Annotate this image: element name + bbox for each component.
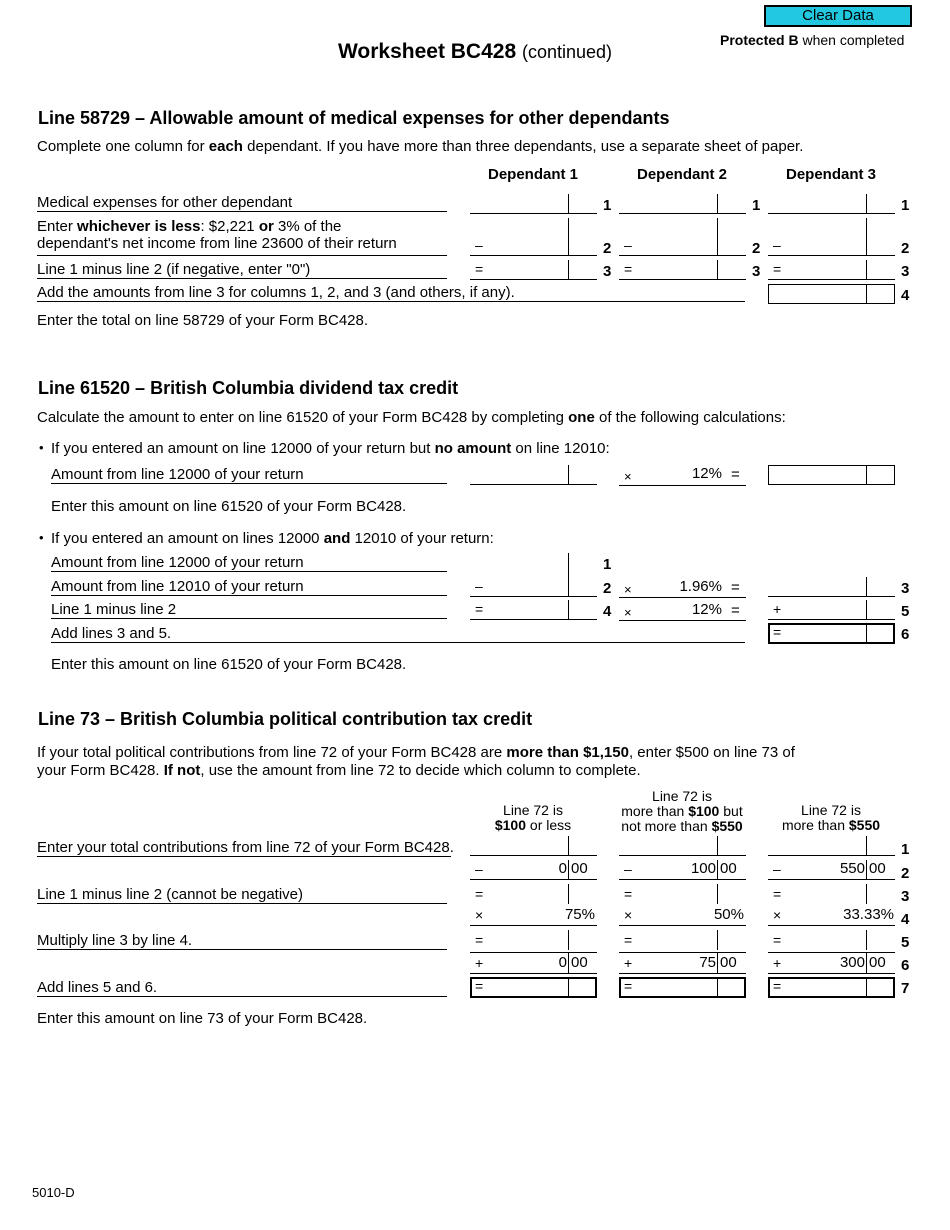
minus-sign: –: [773, 237, 781, 253]
equals-sign: =: [773, 624, 782, 640]
rate-rule: [619, 597, 746, 598]
line-number: 3: [901, 263, 910, 280]
line-number: 2: [901, 240, 910, 257]
line-number: 4: [901, 287, 910, 304]
case-b-bold: and: [323, 530, 351, 547]
case-b-text: If you entered an amount on lines 12000: [51, 530, 324, 547]
col3-amount: $550: [848, 817, 881, 833]
col1-text: or less: [526, 817, 572, 833]
col2-text: but: [719, 803, 743, 819]
rate-50: 50%: [713, 906, 744, 923]
rate-rule: [619, 485, 746, 486]
col1-line5-output[interactable]: [470, 930, 597, 950]
rate-12: 12%: [691, 601, 722, 618]
equals-sign: =: [624, 886, 633, 902]
bullet: •: [39, 440, 44, 455]
minus-sign: –: [475, 861, 483, 877]
col-100-to-550: [612, 789, 752, 834]
col3-line6-value: [768, 952, 895, 974]
equals-sign: =: [475, 601, 484, 617]
dollars: 0: [558, 860, 567, 877]
case-b-line2-input[interactable]: [470, 573, 597, 597]
title-main: Worksheet BC428: [337, 40, 517, 63]
line-number: 3: [901, 888, 910, 905]
line-number: 3: [901, 580, 910, 597]
plus-sign: +: [773, 955, 782, 971]
line-number: 3: [752, 263, 761, 280]
col2-line1-input[interactable]: [619, 836, 746, 856]
section-73-intro: [37, 744, 795, 780]
dep1-line2-input[interactable]: [470, 218, 597, 256]
clear-data-button[interactable]: Clear Data: [764, 5, 912, 27]
plus-sign: +: [773, 601, 782, 617]
add-lines-label: Add lines 5 and 6.: [37, 979, 447, 997]
dollars: 300: [839, 954, 865, 971]
intro-text: your Form BC428.: [37, 762, 164, 779]
col1-line1: Line 72 is: [503, 802, 563, 818]
section-73-heading: Line 73 – British Columbia political contribution tax credit: [38, 709, 533, 729]
col1-line1-input[interactable]: [470, 836, 597, 856]
minus-sign: –: [624, 237, 632, 253]
dep3-line1-input[interactable]: [768, 194, 895, 214]
col1-line3-output[interactable]: [470, 884, 597, 904]
equals-sign: =: [475, 886, 484, 902]
dollars: 75: [699, 954, 716, 971]
case-b-line6-output[interactable]: [768, 623, 895, 644]
times-sign: ×: [773, 907, 782, 923]
line-number: 1: [603, 556, 612, 573]
row2-or: or: [258, 218, 274, 235]
total-contributions-label: Enter your total contributions from line 72 of your Form BC428.: [37, 839, 454, 856]
case-b-minus-label: Line 1 minus line 2: [51, 601, 447, 619]
minus-sign: –: [624, 861, 632, 877]
section-58729-footer: Enter the total on line 58729 of your Form BC428.: [37, 312, 369, 329]
intro-text: , use the amount from line 72 to decide which column to complete.: [200, 762, 641, 779]
dep1-line1-input[interactable]: [470, 194, 597, 214]
cents: 00: [571, 954, 588, 971]
case-b-line5-output[interactable]: [768, 600, 895, 620]
section-73-footer: Enter this amount on line 73 of your Form BC428.: [37, 1010, 368, 1027]
col3-line7-output[interactable]: [768, 977, 895, 998]
col1-line7-output[interactable]: [470, 977, 597, 998]
equals-sign: =: [731, 466, 740, 483]
col-more-than-550: [768, 803, 894, 833]
col2-text: more than: [621, 803, 689, 819]
col3-line5-output[interactable]: [768, 930, 895, 950]
times-sign: ×: [624, 907, 633, 923]
equals-sign: =: [773, 978, 782, 994]
cents: 00: [720, 954, 737, 971]
equals-sign: =: [731, 602, 740, 619]
col1-line2-value: [470, 860, 597, 880]
dep2-line2-input[interactable]: [619, 218, 746, 256]
col2-line5-output[interactable]: [619, 930, 746, 950]
intro-bold: more than $1,150: [506, 744, 629, 761]
equals-sign: =: [773, 261, 782, 277]
minus-sign: –: [475, 237, 483, 253]
page-title: [0, 40, 950, 64]
case-a-footer: Enter this amount on line 61520 of your Form BC428.: [51, 498, 407, 515]
case-b-condition: [51, 530, 494, 547]
cents: 00: [869, 860, 886, 877]
intro-text: If your total political contributions from line 72 of your Form BC428 are: [37, 744, 507, 761]
rate-196: 1.96%: [679, 578, 722, 595]
rate-12: 12%: [691, 465, 722, 482]
case-b-line1-input[interactable]: [470, 553, 597, 573]
intro-text: Complete one column for: [37, 138, 209, 155]
case-b-footer: Enter this amount on line 61520 of your Form BC428.: [51, 656, 407, 673]
case-a-line12000-input[interactable]: [470, 465, 597, 485]
protected-label: Protected B: [720, 32, 799, 48]
col2-amount: $550: [711, 818, 743, 834]
col2-line2: [612, 804, 752, 819]
row2-text: 3% of the: [273, 218, 342, 235]
cents: 00: [571, 860, 588, 877]
rate-75: 75%: [564, 906, 595, 923]
col2-text: not more than: [621, 818, 712, 834]
row2-text: : $2,221: [200, 218, 259, 235]
intro-text-rest: of the following calculations:: [594, 409, 786, 426]
line-number: 1: [901, 841, 910, 858]
col2-line6-value: [619, 952, 746, 974]
line-number: 5: [901, 934, 910, 951]
add-amounts-label: Add the amounts from line 3 for columns 1, 2, and 3 (and others, if any).: [37, 284, 745, 302]
dollars: 100: [690, 860, 716, 877]
case-b-line12010-label: Amount from line 12010 of your return: [51, 578, 447, 596]
col2-line1: Line 72 is: [652, 788, 712, 804]
dep1-line3-output[interactable]: [470, 260, 597, 280]
equals-sign: =: [624, 978, 633, 994]
equals-sign: =: [624, 932, 633, 948]
case-a-bold: no amount: [434, 440, 512, 457]
col3-rate: [768, 906, 895, 926]
row2-text: Enter: [37, 218, 78, 235]
times-sign: ×: [475, 907, 484, 923]
times-sign: ×: [624, 605, 632, 620]
col2-rate: [619, 906, 746, 926]
line-number: 2: [603, 580, 612, 597]
equals-sign: =: [475, 261, 484, 277]
rate-rule: [619, 620, 746, 621]
equals-sign: =: [624, 261, 633, 277]
line-number: 4: [603, 603, 612, 620]
dollars: 550: [839, 860, 865, 877]
case-a-amount-label: Amount from line 12000 of your return: [51, 466, 447, 484]
equals-sign: =: [475, 932, 484, 948]
row2-text-line2: dependant's net income from line 23600 of their return: [37, 235, 397, 252]
intro-text-rest: dependant. If you have more than three dependants, use a separate sheet of paper.: [242, 138, 804, 155]
col3-text: more than: [781, 817, 849, 833]
line-number: 6: [901, 626, 910, 643]
cents: 00: [869, 954, 886, 971]
col-dependant-2: Dependant 2: [636, 166, 727, 183]
line-number: 2: [901, 865, 910, 882]
form-code: 5010-D: [32, 1185, 75, 1200]
line-number: 1: [603, 197, 612, 214]
case-b-line3-output[interactable]: [768, 577, 895, 597]
equals-sign: =: [773, 886, 782, 902]
col1-amount: $100: [494, 817, 527, 833]
col1-line2: [470, 818, 596, 833]
row2-bold: whichever is less: [77, 218, 201, 235]
medical-expenses-label: Medical expenses for other dependant: [37, 194, 447, 212]
col3-line3-output[interactable]: [768, 884, 895, 904]
line-number: 1: [901, 197, 910, 214]
intro-bold: each: [208, 138, 243, 155]
section-58729-heading: Line 58729 – Allowable amount of medical expenses for other dependants: [38, 108, 670, 128]
intro-bold: one: [568, 409, 595, 426]
line1-minus-line2-label: Line 1 minus line 2 (if negative, enter "0"): [37, 261, 447, 279]
col2-line3: [612, 819, 752, 834]
line-number: 1: [752, 197, 761, 214]
col-dependant-3: Dependant 3: [785, 166, 876, 183]
col2-amount: $100: [688, 803, 720, 819]
line1-minus-line2-label: Line 1 minus line 2 (cannot be negative): [37, 886, 447, 904]
case-a-text-rest: on line 12010:: [511, 440, 610, 457]
multiply-label: Multiply line 3 by line 4.: [37, 932, 447, 950]
col2-line2-value: [619, 860, 746, 880]
case-a-condition: [51, 440, 610, 457]
times-sign: ×: [624, 582, 632, 597]
whichever-less-label: [37, 218, 447, 256]
case-b-text-rest: 12010 of your return:: [350, 530, 494, 547]
col-dependant-1: Dependant 1: [487, 166, 578, 183]
section-58729-intro: [37, 138, 803, 155]
dep3-line2-input[interactable]: [768, 218, 895, 256]
line-number: 5: [901, 603, 910, 620]
col-100-or-less: [470, 803, 596, 833]
equals-sign: =: [773, 932, 782, 948]
line-number: 2: [752, 240, 761, 257]
case-b-line4-output[interactable]: [470, 600, 597, 620]
intro-text: Calculate the amount to enter on line 61520 of your Form BC428 by completing: [37, 409, 569, 426]
col3-line1-input[interactable]: [768, 836, 895, 856]
line-number: 3: [603, 263, 612, 280]
equals-sign: =: [731, 579, 740, 596]
protected-suffix: when completed: [798, 32, 905, 48]
case-b-add-label: Add lines 3 and 5.: [51, 625, 745, 643]
dep3-line3-output[interactable]: [768, 260, 895, 280]
line-number: 7: [901, 980, 910, 997]
col1-line6-value: [470, 952, 597, 974]
case-a-text: If you entered an amount on line 12000 of your return but: [51, 440, 435, 457]
cents: 00: [720, 860, 737, 877]
rate-3333: 33.33%: [843, 906, 894, 923]
intro-bold: If not: [163, 762, 201, 779]
col2-line3-output[interactable]: [619, 884, 746, 904]
dep2-line1-input[interactable]: [619, 194, 746, 214]
section-61520-heading: Line 61520 – British Columbia dividend tax credit: [38, 378, 459, 398]
col3-line2: [768, 818, 894, 833]
plus-sign: +: [624, 955, 633, 971]
col1-rate: [470, 906, 597, 926]
col3-line2-value: [768, 860, 895, 880]
intro-text: , enter $500 on line 73 of: [628, 744, 795, 761]
line-number: 6: [901, 957, 910, 974]
minus-sign: –: [475, 578, 483, 594]
dollars: 0: [558, 954, 567, 971]
case-a-result-output[interactable]: [768, 465, 895, 485]
col2-line7-output[interactable]: [619, 977, 746, 998]
line-number: 2: [603, 240, 612, 257]
section-61520-intro: [37, 409, 786, 426]
total-line4-output[interactable]: [768, 284, 895, 304]
plus-sign: +: [475, 955, 484, 971]
title-continued: (continued): [521, 42, 613, 62]
case-b-line12000-label: Amount from line 12000 of your return: [51, 554, 447, 572]
times-sign: ×: [624, 469, 632, 484]
line-number: 4: [901, 911, 910, 928]
col3-line1: Line 72 is: [801, 802, 861, 818]
minus-sign: –: [773, 861, 781, 877]
equals-sign: =: [475, 978, 484, 994]
bullet: •: [39, 530, 44, 545]
dep2-line3-output[interactable]: [619, 260, 746, 280]
